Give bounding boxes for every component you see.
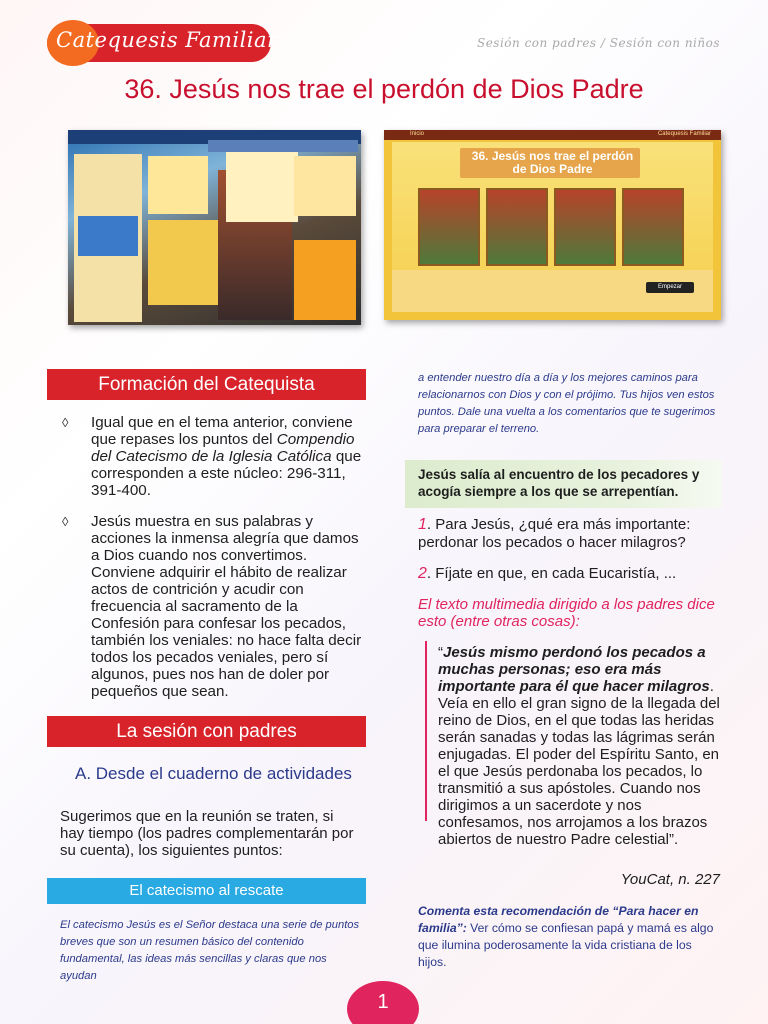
quote-source: YouCat, n. 227 xyxy=(620,871,720,888)
thumbnail-panel xyxy=(148,220,222,305)
page-title: 36. Jesús nos trae el perdón de Dios Padre xyxy=(124,74,644,104)
catechism-text: El catecismo Jesús es el Señor destaca una serie de puntos breves que son un resumen básico del contenido fundamental, las ideas más sencillas y claras que nos ayudan xyxy=(60,919,360,982)
quote-open-mark: “ xyxy=(438,644,443,661)
multimedia-scene-panel xyxy=(622,188,684,266)
bullet-text: Jesús muestra en sus palabras y acciones la inmensa alegría que damos a Dios cuando nos convertimos. Conviene adquirir el hábito de realizar actos de contrición y acudir con frecuencia al sacramento de la Confesión para confesar los pecados, también los veniales: no hace falta decir todos los pecados veniales, pero sí algunos, pues nos han de doler por pequeños que sean. xyxy=(91,513,362,700)
quote-body: . Veía en ello el gran signo de la llegada del reino de Dios, en el que todas las heridas serán sanadas y todas las lágrimas serán enjugadas. El poder del Espíritu Santo, en el que Jesús perdonaba los pecados, lo transmitió a sus apóstoles. Cuando nos dirigimos a un sacerdote y nos confesamos, nos arrojamos a los brazos abiertos de nuestro Padre celestial”. xyxy=(438,678,720,848)
question-number: 2 xyxy=(418,565,427,582)
bullet-text-part: Igual que en el tema anterior, conviene que repases los puntos del xyxy=(91,414,353,448)
subsection-title: A. Desde el cuaderno de actividades xyxy=(75,764,352,783)
thumbnail-panel xyxy=(148,156,208,214)
thumbnail-title-band xyxy=(208,140,358,152)
question-text: . Fíjate en que, en cada Eucaristía, ... xyxy=(426,565,677,582)
diamond-bullet-icon: ◊ xyxy=(62,514,69,529)
question-text: . Para Jesús, ¿qué era más importante: perdonar los pecados o hacer milagros? xyxy=(418,516,691,551)
multimedia-title xyxy=(384,150,721,176)
multimedia-scene-panel xyxy=(418,188,480,266)
quote-rule xyxy=(425,641,427,821)
comment-body: Ver cómo se confiesan papá y mamá es algo que ilumina poderosamente la vida cristiana de los hijos. xyxy=(418,921,714,969)
quote-block xyxy=(438,644,728,848)
multimedia-title-line2: de Dios Padre xyxy=(512,162,593,176)
diamond-bullet-icon: ◊ xyxy=(62,415,69,430)
multimedia-note: El texto multimedia dirigido a los padres dice esto (entre otras cosas): xyxy=(418,596,715,630)
start-button[interactable]: Empezar xyxy=(646,282,694,293)
multimedia-thumbnail xyxy=(384,130,721,320)
question-1 xyxy=(418,516,728,552)
compendio-reference: Compendio del Catecismo de la Iglesia Católica xyxy=(91,431,355,465)
section-header-formation: Formación del Catequista xyxy=(47,369,366,400)
quote-emphasis: Jesús mismo perdonó los pecados a muchas personas; eso era más importante para él que hacer milagros xyxy=(438,644,710,695)
bullet-text xyxy=(68,414,368,499)
session-header: Sesión con padres / Sesión con niños xyxy=(476,36,720,50)
bullet-item xyxy=(62,513,368,700)
bullet-text-part: que corresponden a este núcleo: 296-311, 391-400. xyxy=(91,448,362,499)
section-header-parents-session: La sesión con padres xyxy=(47,716,366,747)
multimedia-scene-panel xyxy=(486,188,548,266)
bullet-item xyxy=(62,414,368,499)
comment-recommendation xyxy=(418,903,718,971)
comment-heading: Comenta esta recomendación de “Para hacer en familia”: xyxy=(418,904,699,935)
multimedia-scene-panel xyxy=(554,188,616,266)
intro-paragraph: Sugerimos que en la reunión se traten, si hay tiempo (los padres complementarán por su cuenta), los siguientes puntos: xyxy=(60,808,354,859)
thumbnail-panel xyxy=(294,240,356,320)
thumbnail-panel xyxy=(294,156,356,216)
continuation-text: a entender nuestro día a día y los mejores caminos para relacionarnos con Dios y con el prójimo. Tus hijos ven estos puntos. Dale una vuelta a los comentarios que te sugerimos para preparar el terreno. xyxy=(418,372,716,435)
multimedia-home-label: Inicio xyxy=(410,131,425,137)
multimedia-brand-label: Catequesis Familiar xyxy=(657,131,711,137)
question-2 xyxy=(418,565,728,583)
highlight-text: Jesús salía al encuentro de los pecadores y acogía siempre a los que se arrepentían. xyxy=(418,467,700,499)
workbook-thumbnail xyxy=(68,130,361,325)
page-number: 1 xyxy=(347,981,419,1024)
thumbnail-panel xyxy=(226,152,298,222)
question-number: 1 xyxy=(418,516,427,533)
section-header-catechism: El catecismo al rescate xyxy=(47,878,366,904)
multimedia-title-line1: 36. Jesús nos trae el perdón xyxy=(471,149,634,163)
brand-logo-text: Catequesis Familiar xyxy=(56,28,278,52)
thumbnail-panel xyxy=(78,216,138,256)
